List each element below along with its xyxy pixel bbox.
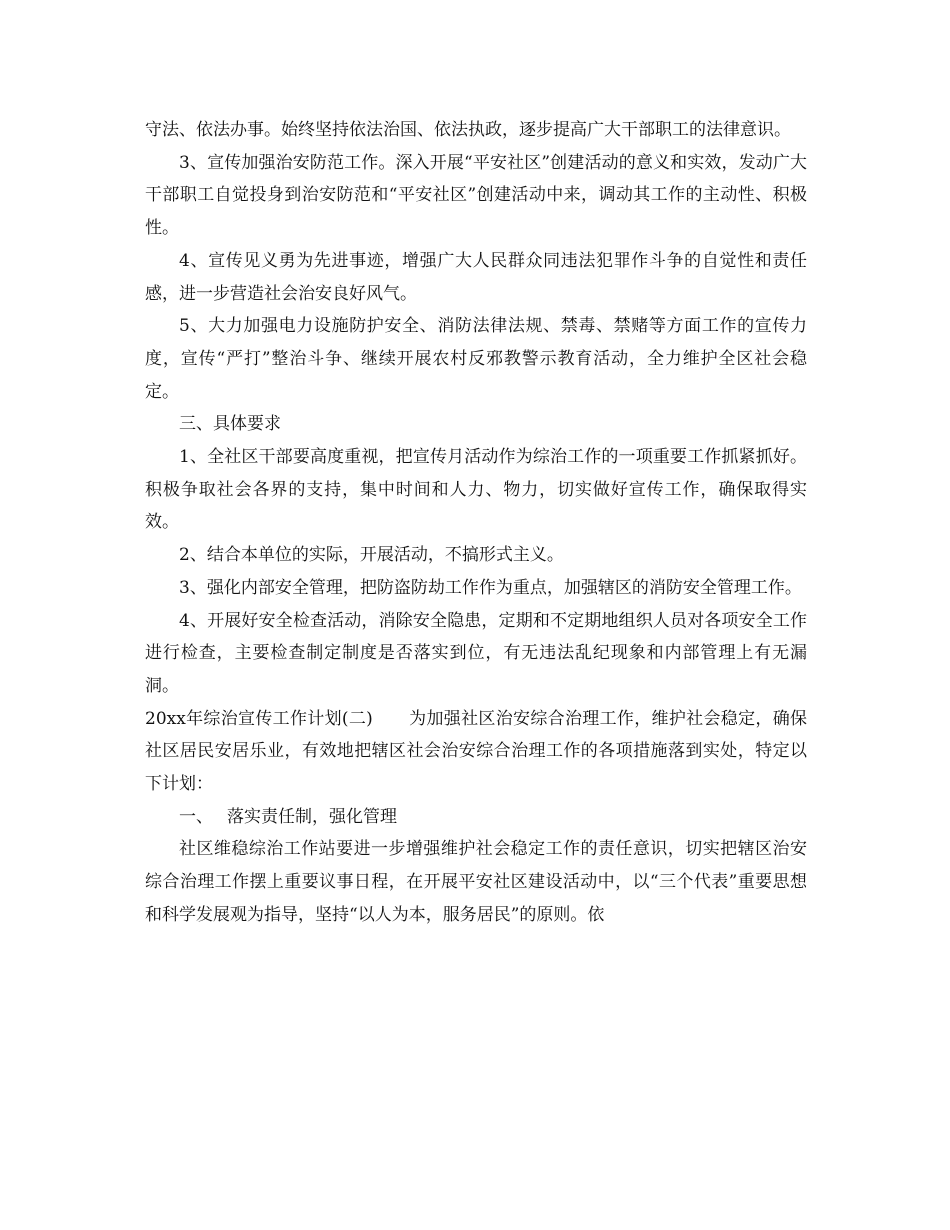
paragraph-requirement-1: 1、全社区干部要高度重视，把宣传月活动作为综治工作的一项重要工作抓紧抓好。积极争取社会各界的支持，集中时间和人力、物力，切实做好宣传工作，确保取得实效。	[145, 447, 807, 533]
paragraph-legal-awareness: 守法、依法办事。始终坚持依法治国、依法执政，逐步提高广大干部职工的法律意识。	[145, 120, 791, 140]
section-number: 一、	[179, 806, 213, 827]
document-body	[145, 114, 807, 932]
paragraph-item-3-security: 3、宣传加强治安防范工作。深入开展“平安社区”创建活动的意义和实效，发动广大干部职工自觉投身到治安防范和“平安社区”创建活动中来，调动其工作的主动性、积极性。	[145, 152, 807, 239]
paragraph-item-4-heroism: 4、宣传见义勇为先进事迹，增强广大人民群众同违法犯罪作斗争的自觉性和责任感，进一步营造社会治安良好风气。	[145, 250, 807, 304]
section-heading-one	[145, 801, 807, 834]
paragraph-requirement-2: 2、结合本单位的实际，开展活动，不搞形式主义。	[179, 545, 564, 566]
section-title: 落实责任制，强化管理	[227, 806, 397, 827]
paragraph-requirement-3: 3、强化内部安全管理，把防盗防劫工作作为重点，加强辖区的消防安全管理工作。	[179, 577, 802, 598]
plan-title-paragraph	[145, 703, 807, 801]
plan-intro: 为加强社区治安综合治理工作，维护社会稳定，确保社区居民安居乐业，有效地把辖区社会治安综合治理工作的各项措施落到实处，特定以下计划：	[145, 708, 808, 795]
plan-title: 20xx年综治宣传工作计划(二)	[145, 708, 373, 729]
section-heading-requirements: 三、具体要求	[179, 414, 281, 435]
paragraph-requirement-4: 4、开展好安全检查活动，消除安全隐患，定期和不定期地组织人员对各项安全工作进行检查，主要检查制定制度是否落实到位，有无违法乱纪现象和内部管理上有无漏洞。	[145, 610, 807, 696]
paragraph-item-5-safety: 5、大力加强电力设施防护安全、消防法律法规、禁毒、禁赌等方面工作的宣传力度，宣传“严打”整治斗争、继续开展农村反邪教警示教育活动，全力维护全区社会稳定。	[145, 316, 807, 402]
paragraph-stability-work: 社区维稳综治工作站要进一步增强维护社会稳定工作的责任意识，切实把辖区治安综合治理工作摆上重要议事日程，在开展平安社区建设活动中，以“三个代表”重要思想和科学发展观为指导，坚持“以人为本，服务居民”的原则。依	[145, 839, 807, 925]
